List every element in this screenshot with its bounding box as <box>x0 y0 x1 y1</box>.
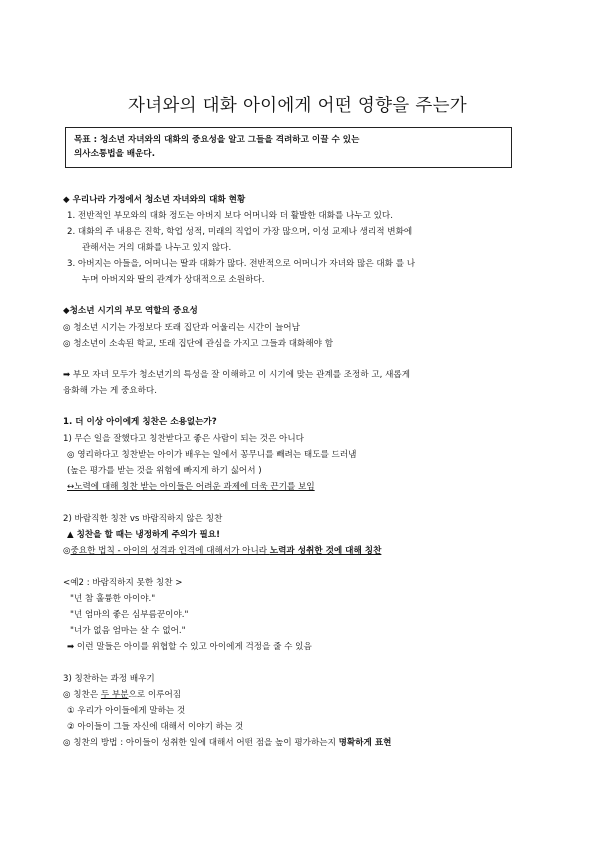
example-heading: <예2 : 바람직하지 못한 칭찬 > <box>63 578 183 588</box>
praise-point-1c: ↔노력에 대해 칭찬 받는 아이들은 어려운 과제에 더욱 끈기를 보임 <box>67 482 315 492</box>
praise-point-3d-pre: ◎ 칭찬의 방법 : 아이들이 성취한 일에 대해서 어떤 점을 높이 평가하는지 <box>63 738 339 748</box>
summary-line-1: ➡ 부모 자녀 모두가 청소년기의 특성을 잘 이해하고 이 시기에 맞는 관계를 조정하 고, 새롭게 <box>63 370 411 380</box>
status-line-3a: 3. 아버지는 아들을, 어머니는 딸과 대화가 많다. 전반적으로 어머니가 자녀와 많은 대화 를 나 <box>67 259 416 269</box>
example-quote-1: "넌 참 훌륭한 아이야." <box>70 594 156 604</box>
praise-point-1a: ◎ 영리하다고 칭찬받는 아이가 배우는 일에서 꽁무니를 빼려는 태도를 드러냄 <box>67 450 357 460</box>
praise-point-3a <box>63 690 181 701</box>
status-line-2b: 관해서는 거의 대화를 나누고 있지 않다. <box>82 243 232 253</box>
role-line-2: ◎ 청소년이 소속된 학교, 또래 집단에 관심을 가지고 그들과 대화해야 함 <box>63 339 333 349</box>
section-heading-status: ◆ 우리나라 가정에서 청소년 자녀와의 대화 현황 <box>63 195 246 205</box>
praise-point-3a-pre: ◎ 칭찬은 <box>63 690 101 700</box>
status-line-2a: 2. 대화의 주 내용은 진학, 학업 성적, 미래의 직업이 가장 많으며, 이성 교제나 생리적 변화에 <box>67 227 413 237</box>
praise-point-2: 2) 바람직한 칭찬 vs 바람직하지 않은 칭찬 <box>63 514 223 524</box>
praise-point-3c: ② 아이들이 그들 자신에 대해서 이야기 하는 것 <box>67 722 244 732</box>
praise-point-2b <box>63 546 381 557</box>
goal-line-1: 목표 : 청소년 자녀와의 대화의 중요성을 알고 그들을 격려하고 이끌 수 있는 <box>74 135 360 145</box>
example-quote-2: "넌 엄마의 좋은 심부름꾼이야." <box>70 610 189 620</box>
praise-point-1b: (높은 평가를 받는 것을 위험에 빠지게 하기 싫어서 ) <box>67 466 262 476</box>
goal-box <box>65 127 512 168</box>
praise-point-3: 3) 칭찬하는 과정 배우기 <box>63 674 155 684</box>
praise-point-3b: ① 우리가 아이들에게 말하는 것 <box>67 706 186 716</box>
goal-line-2: 의사소통법을 배운다. <box>74 149 155 159</box>
example-conclusion: ➡ 이런 말들은 아이를 위협할 수 있고 아이에게 걱정을 줄 수 있음 <box>67 642 312 652</box>
status-line-3b: 누며 아버지와 딸의 관계가 상대적으로 소원하다. <box>82 275 265 285</box>
praise-point-3d-bold: 명확하게 표현 <box>338 738 392 748</box>
example-quote-3: "너가 없음 엄마는 살 수 없어." <box>70 626 186 636</box>
praise-point-2a: ▲ 칭찬을 할 때는 냉정하게 주의가 필요! <box>67 530 221 540</box>
page-title: 자녀와의 대화 아이에게 어떤 영향을 주는가 <box>127 96 467 116</box>
section-heading-praise: 1. 더 이상 아이에게 칭찬은 소용없는가? <box>63 417 217 427</box>
summary-line-2: 융화해 가는 게 중요하다. <box>63 386 157 396</box>
section-heading-role: ◆청소년 시기의 부모 역할의 중요성 <box>63 306 198 316</box>
praise-point-3a-post: 으로 이루어짐 <box>128 690 182 700</box>
status-line-1: 1. 전반적인 부모와의 대화 정도는 아버지 보다 어머니와 더 활발한 대화를 나누고 있다. <box>67 211 393 221</box>
praise-point-1: 1) 무슨 일을 잘했다고 칭찬받다고 좋은 사람이 되는 것은 아니다 <box>63 434 304 444</box>
praise-point-2b-emphasis: 노력과 성취한 것에 대해 칭찬 <box>269 546 382 556</box>
role-line-1: ◎ 청소년 시기는 가정보다 또래 집단과 어울리는 시간이 늘어남 <box>63 323 300 333</box>
praise-point-2b-rule: 중요한 법칙 - 아이의 성격과 인격에 대해서가 아니라 <box>70 546 270 556</box>
praise-point-2b-bullet: ◎ <box>63 546 71 556</box>
praise-point-3a-underlined: 두 부분 <box>100 690 129 700</box>
praise-point-3d <box>63 738 391 749</box>
